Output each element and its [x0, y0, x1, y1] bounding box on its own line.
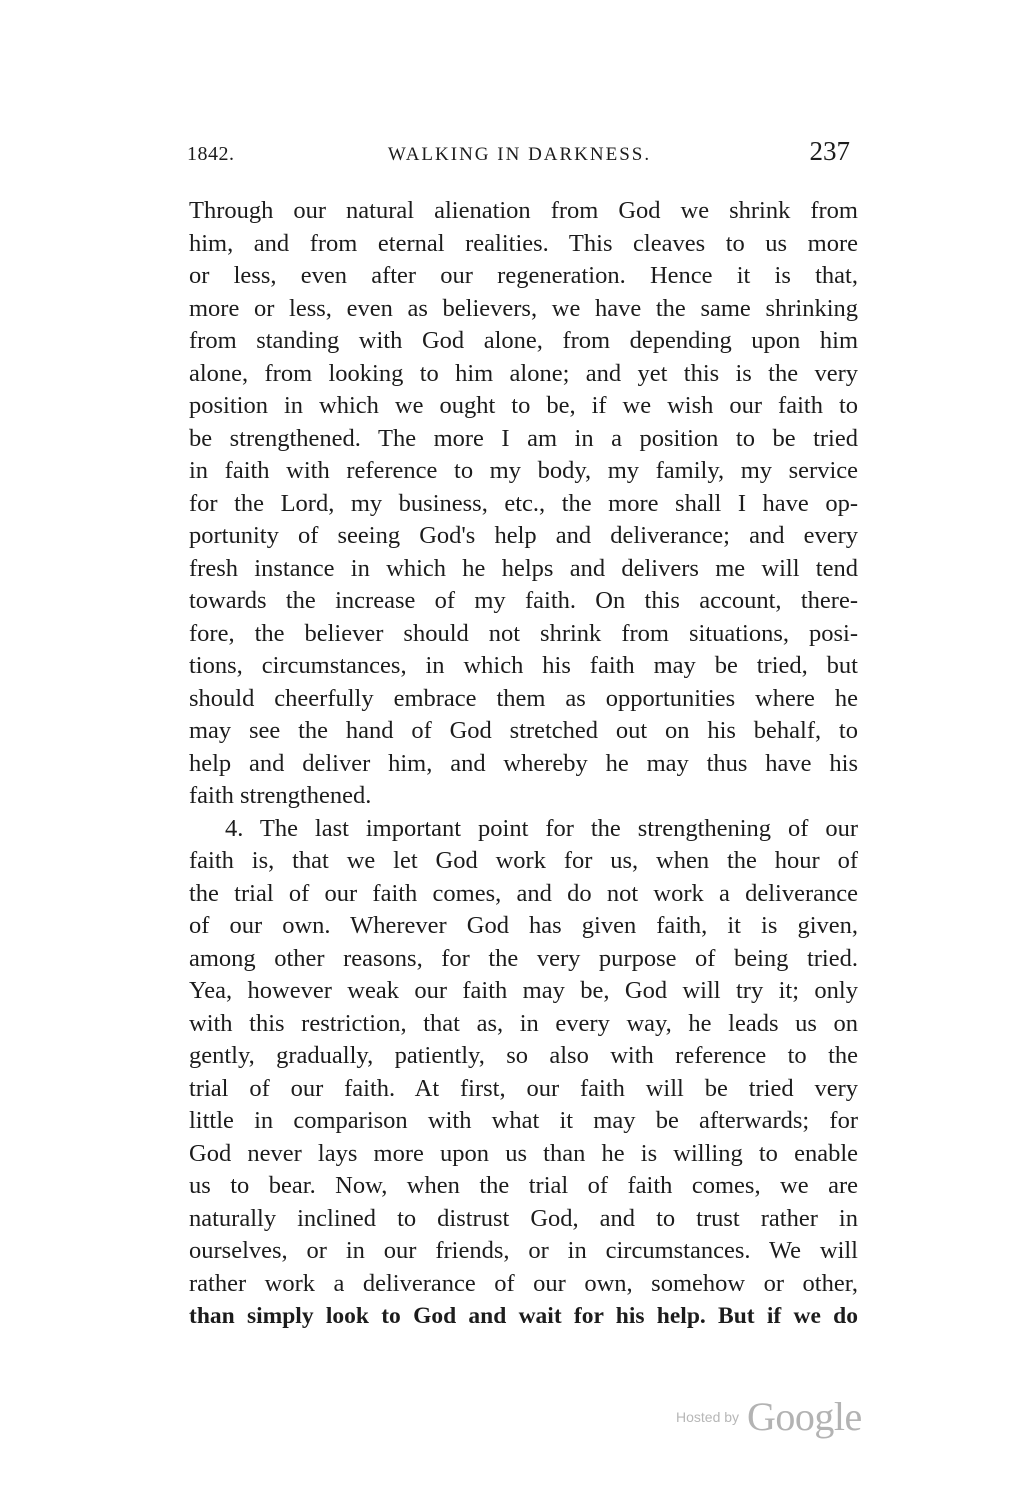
text-line: fresh instance in which he helps and delivers me will tend: [189, 554, 858, 582]
text-line: with this restriction, that as, in every way, he leads us on: [189, 1009, 858, 1037]
text-line: or less, even after our regeneration. Hence it is that,: [189, 262, 858, 289]
text-line: more or less, even as believers, we have the same shrinking: [189, 294, 858, 322]
body-text: [189, 195, 858, 1333]
text-line: alone, from looking to him alone; and yet this is the very: [189, 359, 858, 387]
text-line: position in which we ought to be, if we wish our faith to: [189, 392, 858, 419]
hosted-by-label: Hosted by: [676, 1408, 740, 1425]
text-line: of our own. Wherever God has given faith, it is given,: [189, 912, 858, 939]
text-line: Through our natural alienation from God we shrink from: [189, 197, 858, 224]
text-line: God never lays more upon us than he is willing to enable: [189, 1139, 858, 1167]
text-line: gently, gradually, patiently, so also with reference to the: [189, 1042, 858, 1069]
text-line: us to bear. Now, when the trial of faith comes, we are: [189, 1172, 858, 1199]
text-line: little in comparison with what it may be afterwards; for: [189, 1107, 858, 1134]
text-line: fore, the believer should not shrink from situations, posi-: [189, 619, 858, 647]
text-line: trial of our faith. At first, our faith will be tried very: [189, 1074, 858, 1102]
text-line: ourselves, or in our friends, or in circumstances. We will: [189, 1237, 858, 1264]
text-line: should cheerfully embrace them as opportunities where he: [189, 684, 858, 712]
page-number: 237: [809, 136, 850, 166]
text-line: rather work a deliverance of our own, somehow or other,: [189, 1269, 858, 1297]
text-line: 4. The last important point for the strengthening of our: [225, 814, 858, 842]
text-line: help and deliver him, and whereby he may thus have his: [189, 749, 858, 777]
header-year: 1842.: [187, 143, 235, 165]
text-line: for the Lord, my business, etc., the more shall I have op-: [189, 489, 858, 517]
text-line: among other reasons, for the very purpose of being tried.: [189, 944, 858, 972]
text-line: faith is, that we let God work for us, when the hour of: [189, 847, 858, 874]
text-line: Yea, however weak our faith may be, God will try it; only: [189, 977, 858, 1004]
running-head: [187, 136, 852, 176]
text-line: naturally inclined to distrust God, and to trust rather in: [189, 1204, 858, 1232]
google-logo-icon: Google: [747, 1394, 862, 1439]
text-line: from standing with God alone, from depending upon him: [189, 327, 858, 354]
text-line: portunity of seeing God's help and deliverance; and every: [189, 522, 858, 549]
text-line: towards the increase of my faith. On this account, there-: [189, 587, 858, 614]
text-line: may see the hand of God stretched out on his behalf, to: [189, 717, 858, 744]
text-line: the trial of our faith comes, and do not work a deliverance: [189, 879, 858, 907]
text-line: faith strengthened.: [189, 782, 372, 809]
text-line: be strengthened. The more I am in a position to be tried: [189, 424, 858, 452]
text-line: tions, circumstances, in which his faith may be tried, but: [189, 652, 858, 679]
text-line: than simply look to God and wait for his help. But if we do: [189, 1303, 858, 1329]
text-line: him, and from eternal realities. This cleaves to us more: [189, 229, 858, 257]
header-title: WALKING IN DARKNESS.: [387, 144, 652, 165]
hosted-by-google-watermark: [676, 1393, 862, 1437]
text-line: in faith with reference to my body, my family, my service: [189, 457, 858, 484]
